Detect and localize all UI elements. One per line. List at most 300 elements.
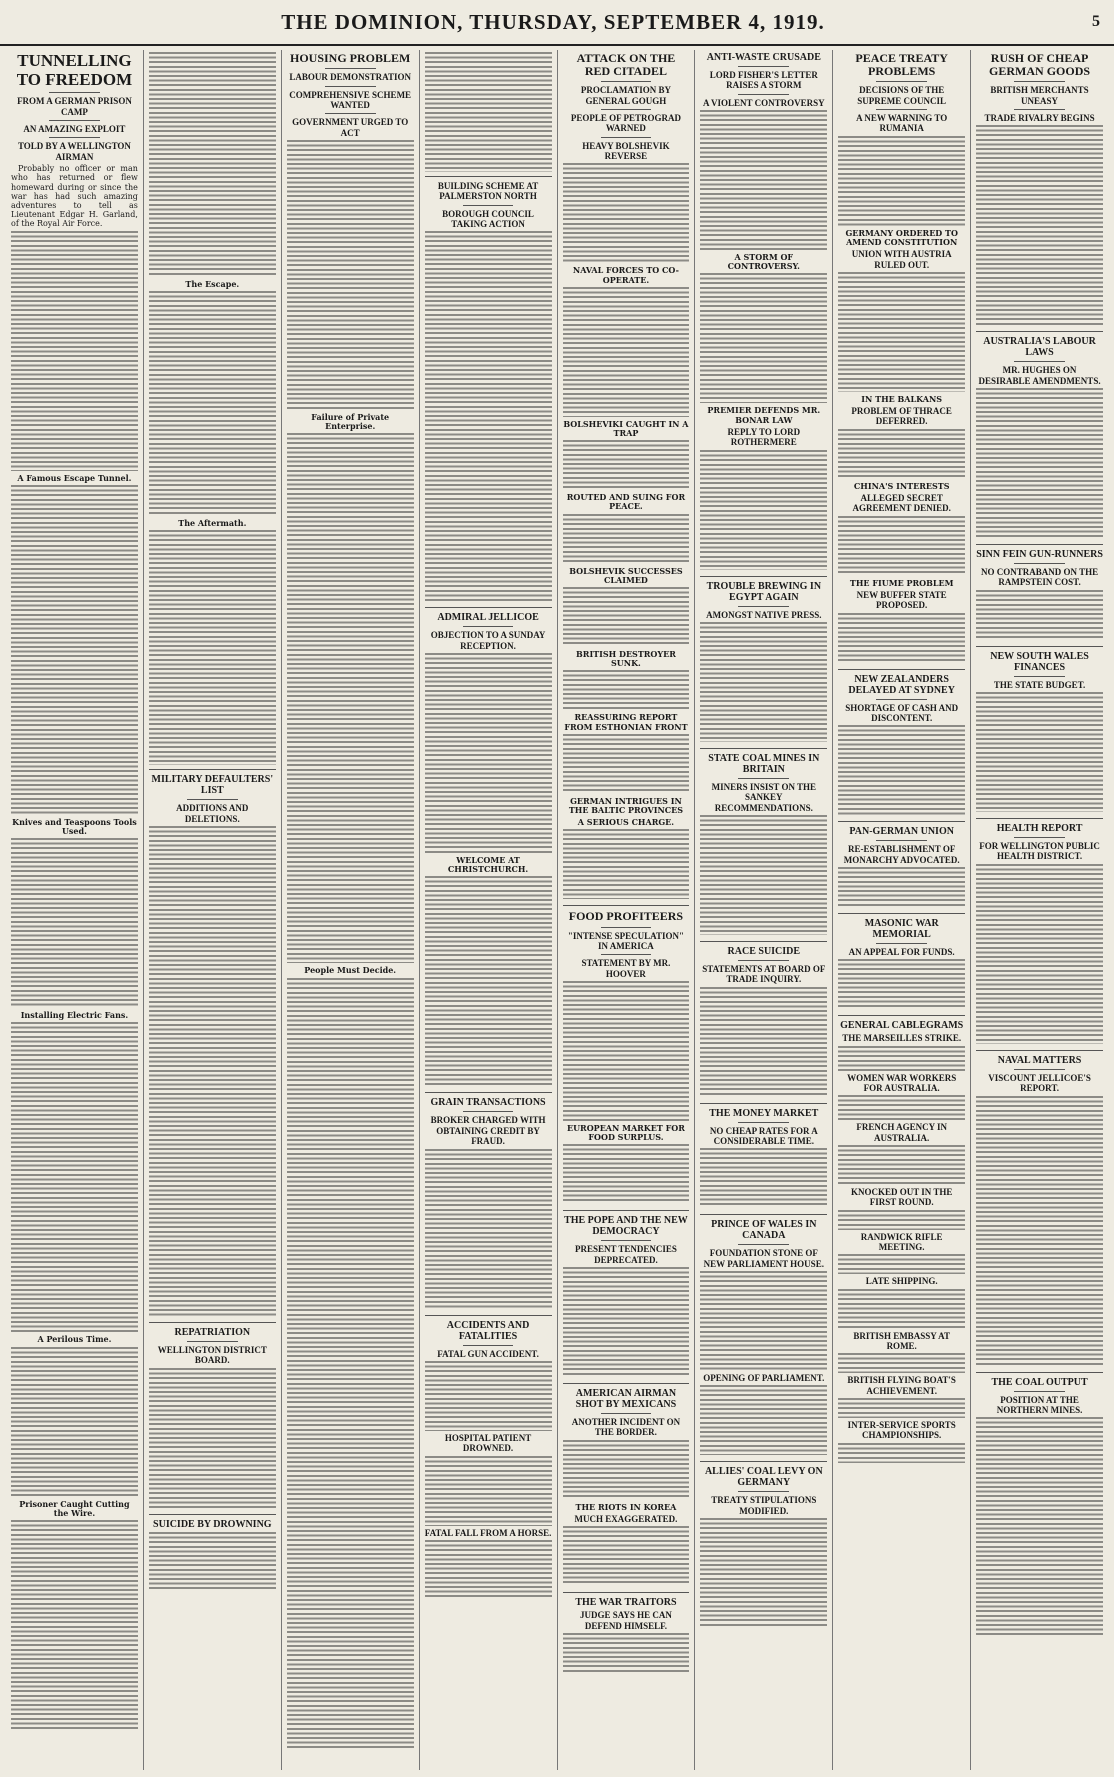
masthead	[0, 0, 1114, 46]
divider	[187, 1341, 238, 1342]
divider	[1014, 1069, 1065, 1070]
article-deck: AN AMAZING EXPLOIT	[23, 124, 126, 135]
article-deck: STATEMENTS AT BOARD OF TRADE INQUIRY.	[702, 963, 826, 985]
divider	[563, 1210, 690, 1211]
article-headline: BUILDING SCHEME AT PALMERSTON NORTH	[437, 181, 539, 202]
divider	[876, 109, 927, 110]
divider	[838, 1015, 965, 1016]
divider	[601, 954, 652, 955]
article-headline: STATE COAL MINES IN BRITAIN	[708, 752, 820, 775]
article-headline: ALLIES' COAL LEVY ON GERMANY	[704, 1466, 823, 1489]
cable-item-title: FRENCH AGENCY IN AUSTRALIA.	[856, 1122, 948, 1143]
divider	[1014, 1391, 1065, 1392]
article-body-text	[838, 1398, 965, 1418]
cable-item-title: INTER-SERVICE SPORTS CHAMPIONSHIPS.	[847, 1420, 956, 1441]
article-body-text	[700, 1518, 827, 1628]
article-tunnelling	[11, 52, 138, 1730]
article-pope	[563, 1215, 690, 1377]
article-headline: NEW ZEALANDERS DELAYED AT SYDNEY	[848, 673, 955, 696]
article-traitors	[563, 1597, 690, 1673]
article-headline: FOOD PROFITEERS	[568, 909, 684, 924]
divider	[876, 943, 927, 944]
article-body-text	[838, 272, 965, 392]
article-body-text	[425, 231, 552, 601]
divider	[49, 92, 100, 93]
divider	[563, 1383, 690, 1384]
article-headline: GRAIN TRANSACTIONS	[430, 1097, 546, 1109]
article-deck: NO CONTRABAND ON THE RAMPSTEIN COST.	[981, 567, 1099, 588]
article-body-text	[838, 1289, 965, 1329]
divider	[463, 205, 514, 206]
divider	[425, 607, 552, 608]
article-subhead: WELCOME AT CHRISTCHURCH.	[447, 855, 529, 875]
divider	[187, 799, 238, 800]
article-body-text	[838, 959, 965, 1009]
article-coal-mines	[700, 753, 827, 935]
article-body-text	[838, 613, 965, 663]
article-body-text	[563, 734, 690, 794]
article-headline: AUSTRALIA'S LABOUR LAWS	[983, 336, 1096, 359]
article-body-text	[425, 1456, 552, 1526]
article-deck: TRADE RIVALRY BEGINS	[984, 113, 1095, 124]
divider	[1014, 563, 1065, 564]
article-peace-treaty	[838, 52, 965, 663]
article-deck: TREATY STIPULATIONS MODIFIED.	[711, 1495, 817, 1516]
divider	[149, 769, 276, 770]
article-deck: AMONGST NATIVE PRESS.	[706, 609, 822, 620]
article-deck: PEOPLE OF PETROGRAD WARNED	[570, 113, 682, 134]
divider	[976, 818, 1103, 819]
cable-item-title: BRITISH EMBASSY AT ROME.	[853, 1330, 950, 1352]
divider	[325, 113, 376, 114]
article-headline: THE WAR TRAITORS	[575, 1597, 677, 1609]
article-profiteers	[563, 910, 690, 1204]
article-body-text	[149, 1368, 276, 1508]
article-body-text	[976, 692, 1103, 812]
article-prince	[700, 1219, 827, 1455]
article-deck: BOROUGH COUNCIL TAKING ACTION	[442, 208, 534, 230]
article-deck: DECISIONS OF THE SUPREME COUNCIL	[857, 85, 947, 106]
divider	[425, 1315, 552, 1316]
divider	[149, 1322, 276, 1323]
article-naval	[976, 1055, 1103, 1366]
divider	[463, 1345, 514, 1346]
article-subhead: A SERIOUS CHARGE.	[577, 817, 675, 828]
article-subhead: THE FIUME PROBLEM	[849, 577, 954, 588]
article-body-text	[149, 1532, 276, 1592]
article-subhead: NAVAL FORCES TO CO-OPERATE.	[572, 265, 679, 285]
article-body-text	[838, 867, 965, 907]
article-subhead: A STORM OF CONTROVERSY.	[727, 252, 800, 272]
article-subhead: PREMIER DEFENDS MR. BONAR LAW	[707, 405, 821, 425]
divider	[738, 1491, 789, 1492]
cable-item-title: THE MARSEILLES STRIKE.	[842, 1033, 962, 1044]
divider	[425, 176, 552, 177]
article-body-text	[976, 1096, 1103, 1366]
divider	[325, 68, 376, 69]
article-cablegrams	[838, 1020, 965, 1463]
article-subhead: BRITISH DESTROYER SUNK.	[576, 649, 676, 669]
divider	[1014, 361, 1065, 362]
article-headline: ADMIRAL JELLICOE	[437, 612, 539, 624]
article-deck: MINERS INSIST ON THE SANKEY RECOMMENDATIONS.	[711, 781, 817, 813]
article-body-text	[563, 514, 690, 564]
article-deck: PROBLEM OF THRACE DEFERRED.	[851, 406, 952, 427]
article-body-text	[425, 1149, 552, 1309]
article-subhead: REASSURING REPORT FROM ESTHONIAN FRONT	[564, 712, 688, 732]
article-deck: SHORTAGE OF CASH AND DISCONTENT.	[845, 702, 959, 723]
article-body-text	[838, 725, 965, 815]
article-headline: HEALTH REPORT	[996, 823, 1083, 835]
column-1	[6, 50, 144, 1770]
article-body-text	[700, 273, 827, 403]
article-pan-german	[838, 826, 965, 907]
article-body-text	[700, 1385, 827, 1455]
divider	[976, 544, 1103, 545]
column-3	[282, 50, 420, 1770]
article-body-text	[976, 1417, 1103, 1637]
divider	[463, 1111, 514, 1112]
article-subhead: THE RIOTS IN KOREA	[575, 1501, 677, 1512]
article-sinn-fein	[976, 549, 1103, 640]
article-deck: FROM A GERMAN PRISON CAMP	[17, 96, 132, 117]
article-headline: TUNNELLING TO FREEDOM	[16, 51, 133, 89]
article-deck: STATEMENT BY MR. HOOVER	[581, 958, 671, 979]
divider	[563, 1592, 690, 1593]
divider	[976, 331, 1103, 332]
divider	[738, 94, 789, 95]
article-body-text	[563, 1267, 690, 1377]
article-deck: AN APPEAL FOR FUNDS.	[848, 946, 955, 957]
article-body-text	[11, 1022, 138, 1332]
article-suicide	[149, 1519, 276, 1592]
article-body-text	[976, 864, 1103, 1044]
article-body-text	[700, 815, 827, 935]
article-body-text	[563, 1144, 690, 1204]
column-5	[558, 50, 696, 1770]
column-4	[420, 50, 558, 1770]
article-deck: FATAL FALL FROM A HORSE.	[424, 1527, 552, 1538]
article-body-text	[563, 1440, 690, 1500]
article-masonic	[838, 918, 965, 1009]
cable-item-title: KNOCKED OUT IN THE FIRST ROUND.	[850, 1186, 953, 1208]
article-body-text	[700, 1271, 827, 1371]
article-deck: HOSPITAL PATIENT DROWNED.	[444, 1432, 532, 1454]
divider	[601, 927, 652, 928]
article-nz-delayed	[838, 674, 965, 816]
article-body-text	[838, 1254, 965, 1274]
divider	[1014, 837, 1065, 838]
article-grain	[425, 1097, 552, 1308]
article-body-text	[11, 1520, 138, 1730]
article-body-text	[838, 1046, 965, 1071]
page-columns	[0, 46, 1114, 1770]
divider	[838, 913, 965, 914]
article-deck: LORD FISHER'S LETTER RAISES A STORM	[709, 70, 818, 91]
article-deck: A NEW WARNING TO RUMANIA	[856, 113, 948, 134]
divider	[49, 137, 100, 138]
article-body-text	[425, 52, 552, 172]
divider	[700, 1214, 827, 1215]
article-headline: MASONIC WAR MEMORIAL	[864, 917, 939, 940]
article-body-text	[563, 1526, 690, 1586]
article-body-text	[838, 516, 965, 576]
article-deck: LABOUR DEMONSTRATION	[289, 72, 411, 83]
article-deck: A VIOLENT CONTROVERSY	[702, 97, 825, 108]
divider	[601, 1240, 652, 1241]
article-body-text	[11, 231, 138, 471]
article-airman	[563, 1388, 690, 1586]
divider	[601, 81, 652, 82]
article-body-text	[563, 829, 690, 899]
article-subhead: The Aftermath.	[178, 518, 247, 529]
article-subhead: BOLSHEVIKI CAUGHT IN A TRAP	[563, 418, 689, 439]
article-deck: ANOTHER INCIDENT ON THE BORDER.	[571, 1417, 681, 1438]
article-palmerston	[425, 181, 552, 601]
article-defaulters	[149, 774, 276, 1316]
article-body-text	[976, 388, 1103, 538]
article-lead: Probably no officer or man who has returned or flew homeward during or since the war has had such amazing adventures to tell as Lieutenant Edgar H. Garland, of the Royal Air Force.	[11, 164, 138, 229]
article-subhead: BOLSHEVIK SUCCESSES CLAIMED	[569, 565, 683, 585]
article-body-text	[563, 163, 690, 263]
article-egypt	[700, 581, 827, 742]
article-headline: THE POPE AND THE NEW DEMOCRACY	[564, 1215, 688, 1238]
article-deck: JUDGE SAYS HE CAN DEFEND HIMSELF.	[579, 1610, 672, 1631]
divider	[738, 606, 789, 607]
article-subhead: IN THE BALKANS	[861, 393, 943, 404]
article-deck: RE-ESTABLISHMENT OF MONARCHY ADVOCATED.	[843, 844, 960, 865]
article-headline: THE COAL OUTPUT	[991, 1376, 1088, 1388]
article-deck: OPENING OF PARLIAMENT.	[703, 1372, 825, 1383]
article-headline: ANTI-WASTE CRUSADE	[706, 52, 821, 63]
article-body-text	[838, 1353, 965, 1373]
article-subhead: CHINA'S INTERESTS	[853, 480, 950, 491]
article-body-text	[700, 1148, 827, 1208]
article-body-text	[838, 136, 965, 226]
article-body-text	[976, 590, 1103, 640]
article-body-text	[425, 876, 552, 1086]
article-race-suicide	[700, 946, 827, 1097]
article-body-text	[287, 140, 414, 410]
article-deck: PROCLAMATION BY GENERAL GOUGH	[580, 85, 671, 106]
divider	[601, 137, 652, 138]
article-subhead: Knives and Teaspoons Tools Used.	[12, 816, 137, 836]
article-headline: THE MONEY MARKET	[709, 1107, 819, 1119]
article-body-text	[149, 826, 276, 1316]
article-body-text	[700, 450, 827, 570]
article-headline: PEACE TREATY PROBLEMS	[855, 51, 948, 79]
article-subhead: A Famous Escape Tunnel.	[17, 472, 132, 483]
article-coal-levy	[700, 1466, 827, 1628]
article-headline: TROUBLE BREWING IN EGYPT AGAIN	[706, 580, 822, 603]
article-headline: REPATRIATION	[174, 1327, 251, 1339]
divider	[738, 1122, 789, 1123]
divider	[876, 840, 927, 841]
article-deck: UNION WITH AUSTRIA RULED OUT.	[851, 249, 952, 270]
article-deck: MR. HUGHES ON DESIRABLE AMENDMENTS.	[978, 365, 1101, 386]
article-deck: POSITION AT THE NORTHERN MINES.	[996, 1394, 1083, 1415]
divider	[601, 109, 652, 110]
article-body-text	[976, 125, 1103, 325]
article-coal-output	[976, 1377, 1103, 1638]
article-subhead: Installing Electric Fans.	[20, 1010, 129, 1021]
divider	[325, 86, 376, 87]
article-body-text	[425, 1361, 552, 1431]
article-body-text	[425, 653, 552, 853]
article-headline: PAN-GERMAN UNION	[849, 826, 954, 838]
article-body-text	[563, 440, 690, 490]
divider	[976, 1050, 1103, 1051]
article-headline: SINN FEIN GUN-RUNNERS	[976, 549, 1103, 561]
article-deck: WELLINGTON DISTRICT BOARD.	[157, 1345, 267, 1366]
divider	[1014, 81, 1065, 82]
article-deck: HEAVY BOLSHEVIK REVERSE	[582, 140, 670, 162]
cable-item-title: BRITISH FLYING BOAT'S ACHIEVEMENT.	[847, 1375, 956, 1396]
article-body-text	[700, 622, 827, 742]
article-body-text	[149, 530, 276, 765]
article-deck: VISCOUNT JELLICOE'S REPORT.	[988, 1072, 1091, 1094]
article-body-text	[838, 1145, 965, 1185]
article-byline: TOLD BY A WELLINGTON AIRMAN	[17, 141, 131, 162]
divider	[1014, 109, 1065, 110]
article-headline: GENERAL CABLEGRAMS	[840, 1020, 964, 1032]
article-headline: NEW SOUTH WALES FINANCES	[990, 650, 1089, 673]
divider	[49, 120, 100, 121]
divider	[976, 1372, 1103, 1373]
divider	[976, 646, 1103, 647]
article-deck: ALLEGED SECRET AGREEMENT DENIED.	[852, 492, 951, 514]
article-subhead: A Perilous Time.	[37, 1334, 112, 1345]
article-headline: HOUSING PROBLEM	[290, 51, 411, 65]
divider	[838, 669, 965, 670]
column-8	[971, 50, 1108, 1770]
article-labour-laws	[976, 336, 1103, 538]
article-deck: NEW BUFFER STATE PROPOSED.	[856, 589, 947, 611]
page-number: 5	[1092, 13, 1100, 30]
divider	[563, 905, 690, 906]
article-headline: ATTACK ON THE RED CITADEL	[576, 51, 676, 79]
article-subhead: The Escape.	[185, 279, 240, 289]
divider	[838, 821, 965, 822]
article-accidents	[425, 1320, 552, 1600]
cable-item-title: LATE SHIPPING.	[865, 1276, 938, 1287]
article-body-text	[563, 587, 690, 647]
article-deck: NO CHEAP RATES FOR A CONSIDERABLE TIME.	[709, 1125, 818, 1146]
divider	[700, 1461, 827, 1462]
divider	[876, 699, 927, 700]
article-health	[976, 823, 1103, 1044]
divider	[700, 941, 827, 942]
article-body-text	[149, 291, 276, 516]
cable-item-title: RANDWICK RIFLE MEETING.	[860, 1231, 943, 1252]
article-headline: ACCIDENTS AND FATALITIES	[446, 1319, 530, 1342]
article-subhead: EUROPEAN MARKET FOR FOOD SURPLUS.	[566, 1123, 685, 1143]
divider	[425, 1092, 552, 1093]
article-housing	[287, 52, 414, 1748]
column-2	[144, 50, 282, 1770]
article-body-text	[287, 978, 414, 1748]
article-deck: FOUNDATION STONE OF NEW PARLIAMENT HOUSE.	[703, 1248, 824, 1269]
article-body-text	[838, 1210, 965, 1230]
article-headline: RACE SUICIDE	[727, 945, 801, 957]
article-deck: ADDITIONS AND DELETIONS.	[176, 803, 249, 824]
article-money-market	[700, 1108, 827, 1209]
newspaper-title: THE DOMINION, THURSDAY, SEPTEMBER 4, 1919.	[281, 9, 825, 34]
divider	[738, 1244, 789, 1245]
article-jellicoe	[425, 612, 552, 1086]
article-body-text	[563, 981, 690, 1121]
article-subhead: Failure of Private Enterprise.	[311, 411, 390, 432]
article-body-text	[563, 670, 690, 710]
article-antiwaste	[700, 52, 827, 570]
article-headline: NAVAL MATTERS	[997, 1054, 1082, 1066]
article-repatriation	[149, 1327, 276, 1508]
divider	[700, 1103, 827, 1104]
article-body-text	[149, 52, 276, 277]
article-deck: COMPREHENSIVE SCHEME WANTED	[289, 89, 412, 110]
column-6	[695, 50, 833, 1770]
article-headline: SUICIDE BY DROWNING	[153, 1518, 272, 1530]
article-body-text	[11, 1347, 138, 1497]
article-body-text	[700, 987, 827, 1097]
article-body-text	[838, 429, 965, 479]
article-headline: MILITARY DEFAULTERS' LIST	[151, 774, 274, 797]
column-7	[833, 50, 971, 1770]
divider	[738, 778, 789, 779]
divider	[876, 81, 927, 82]
article-deck: FOR WELLINGTON PUBLIC HEALTH DISTRICT.	[979, 841, 1100, 862]
article-body-text	[425, 1540, 552, 1600]
divider	[149, 1514, 276, 1515]
article-deck: PRESENT TENDENCIES DEPRECATED.	[574, 1244, 677, 1265]
article-subhead: Prisoner Caught Cutting the Wire.	[19, 1498, 130, 1518]
article-deck: BROKER CHARGED WITH OBTAINING CREDIT BY FRAUD.	[430, 1115, 546, 1147]
article-cheap-goods	[976, 52, 1103, 325]
article-body-text	[287, 433, 414, 963]
article-subhead: GERMANY ORDERED TO AMEND CONSTITUTION	[845, 227, 958, 247]
divider	[700, 576, 827, 577]
article-body-text	[700, 110, 827, 250]
article-subhead: GERMAN INTRIGUES IN THE BALTIC PROVINCES	[568, 795, 684, 816]
divider	[1014, 676, 1065, 677]
article-subhead: ROUTED AND SUING FOR PEACE.	[566, 492, 686, 512]
article-deck: "INTENSE SPECULATION" IN AMERICA	[567, 930, 684, 952]
article-subhead: People Must Decide.	[304, 965, 397, 976]
article-body-text	[563, 287, 690, 417]
article-headline: AMERICAN AIRMAN SHOT BY MEXICANS	[575, 1388, 677, 1411]
article-body-text	[838, 1095, 965, 1120]
divider	[601, 1413, 652, 1414]
article-deck: GOVERNMENT URGED TO ACT	[292, 117, 409, 138]
divider	[700, 748, 827, 749]
article-deck: THE STATE BUDGET.	[993, 679, 1086, 690]
article-red-citadel	[563, 52, 690, 899]
article-headline: PRINCE OF WALES IN CANADA	[711, 1219, 817, 1242]
article-deck: OBJECTION TO A SUNDAY RECEPTION.	[430, 630, 546, 651]
article-headline: RUSH OF CHEAP GERMAN GOODS	[989, 51, 1091, 79]
article-body-text	[563, 1633, 690, 1673]
divider	[463, 626, 514, 627]
article-deck: BRITISH MERCHANTS UNEASY	[990, 85, 1089, 106]
article-nsw-finances	[976, 651, 1103, 812]
article-body-text	[838, 1443, 965, 1463]
article-body-text	[11, 838, 138, 1008]
divider	[738, 66, 789, 67]
article-body-text	[11, 485, 138, 815]
article-deck: REPLY TO LORD ROTHERMERE	[727, 426, 801, 448]
article-deck: MUCH EXAGGERATED.	[574, 1514, 678, 1525]
article-deck: FATAL GUN ACCIDENT.	[437, 1348, 539, 1359]
